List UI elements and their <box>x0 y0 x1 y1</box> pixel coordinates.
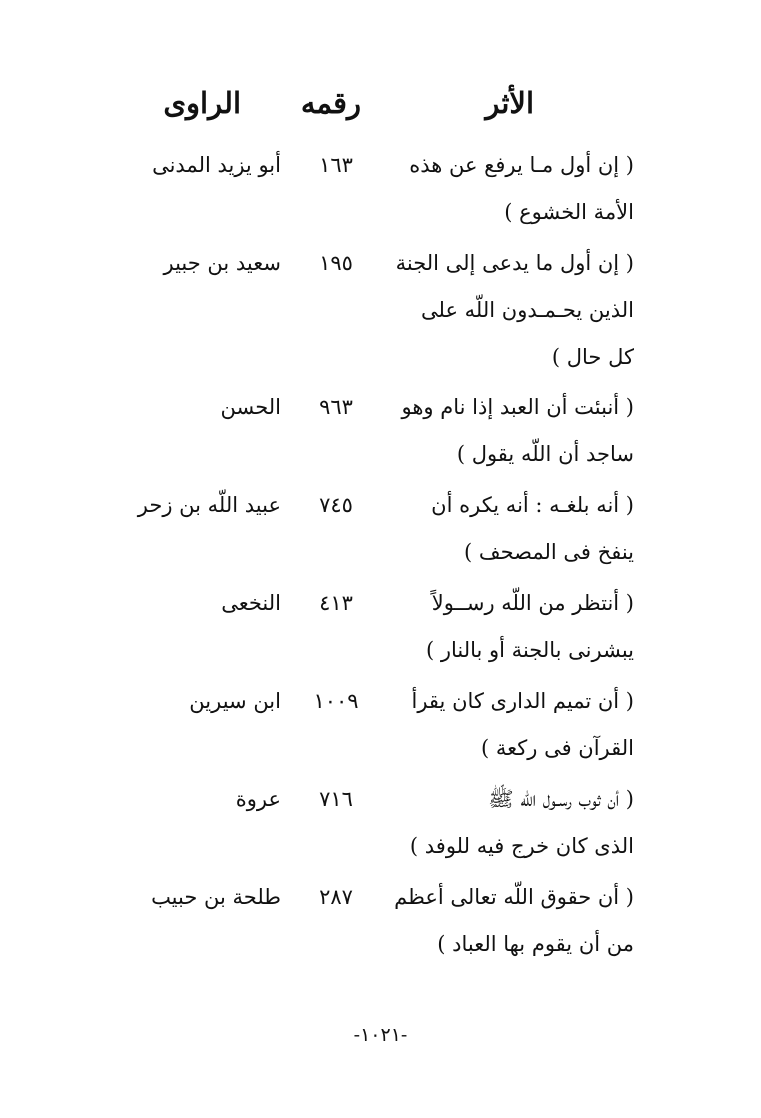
narrator-name: أبو يزيد المدنى <box>152 153 281 177</box>
athar-text <box>364 240 634 381</box>
header-narrator: الراوى <box>163 86 241 120</box>
entry-number: ٢٨٧ <box>319 885 353 909</box>
athar-line: الذى كان خرج فيه للوفد ) <box>409 834 634 858</box>
narrator-name: عروة <box>235 787 281 811</box>
athar-text <box>364 482 634 576</box>
entry-number: ١٩٥ <box>319 251 353 275</box>
athar-text <box>364 580 634 674</box>
athar-line: ( أن ثوب رسـول اللّه ﷺ <box>488 787 634 811</box>
athar-text <box>364 384 634 478</box>
narrator-name: الحسن <box>220 395 281 419</box>
entry-number: ١٦٣ <box>319 153 353 177</box>
athar-text <box>364 776 634 870</box>
header-athar: الأثر <box>485 86 534 120</box>
narrator-name: سعيد بن جبير <box>163 251 281 275</box>
athar-line: ( أن حقوق اللّه تعالى أعظم <box>394 885 634 909</box>
athar-line: كل حال ) <box>551 345 634 369</box>
athar-text <box>364 678 634 772</box>
athar-line: ( أنه بلغـه : أنه يكره أن <box>431 493 634 517</box>
athar-line: ( إن أول ما يدعى إلى الجنة <box>395 251 634 275</box>
entry-number: ٤١٣ <box>319 591 353 615</box>
athar-text <box>364 142 634 236</box>
narrator-name: عبيد اللّه بن زحر <box>137 493 281 517</box>
athar-line: من أن يقوم بها العباد ) <box>437 932 634 956</box>
narrator-name: النخعى <box>221 591 281 615</box>
athar-line: ( إن أول مـا يرفع عن هذه <box>409 153 634 177</box>
narrator-name: ابن سيرين <box>189 689 281 713</box>
narrator-name: طلحة بن حبيب <box>151 885 281 909</box>
entry-number: ٩٦٣ <box>319 395 353 419</box>
athar-line: ينفخ فى المصحف ) <box>464 540 634 564</box>
athar-line: ساجد أن اللّه يقول ) <box>456 442 634 466</box>
athar-line: ( أنتظر من اللّه رســولاً <box>431 591 634 615</box>
athar-line: القرآن فى ركعة ) <box>481 736 634 760</box>
athar-line: يبشرنى بالجنة أو بالنار ) <box>425 638 634 662</box>
athar-line: ( أنبئت أن العبد إذا نام وهو <box>401 395 634 419</box>
header-number: رقمه <box>300 86 361 120</box>
entry-number: ٧٤٥ <box>319 493 353 517</box>
entry-number: ٧١٦ <box>319 787 353 811</box>
athar-text <box>364 874 634 968</box>
athar-line: الذين يحـمـدون اللّه على <box>421 298 634 322</box>
athar-line: الأمة الخشوع ) <box>504 200 634 224</box>
page-number: -١٠٢١- <box>353 1024 408 1046</box>
entry-number: ١٠٠٩ <box>313 689 359 713</box>
athar-line: ( أن تميم الدارى كان يقرأ <box>411 689 634 713</box>
